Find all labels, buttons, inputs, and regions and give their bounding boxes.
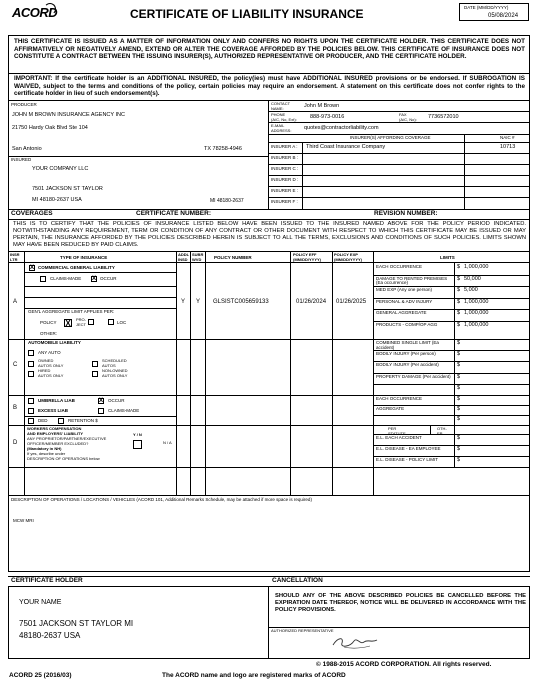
- umbrella-limit-divider: [373, 415, 530, 416]
- insurer-row-label: INSURER F :: [271, 199, 298, 204]
- auto-limit-divider: [373, 384, 530, 385]
- insurers-heading: INSURER(S) AFFORDING COVERAGE: [350, 135, 431, 140]
- gl-limit-divider: [373, 298, 530, 299]
- certificate-number-label: CERTIFICATE NUMBER:: [136, 210, 211, 217]
- excluded-checkbox[interactable]: [133, 440, 142, 449]
- other-er-label: OTH- ER: [437, 426, 447, 436]
- umbrella-label: UMBRELLA LIAB: [38, 398, 75, 403]
- umbrella-insurer-letter: B: [13, 405, 18, 411]
- certificate-holder-label: CERTIFICATE HOLDER: [11, 577, 83, 584]
- contact-fax: 7736572010: [428, 114, 459, 120]
- workers-limit-divider: [373, 456, 530, 457]
- gl-limit-currency: $: [457, 264, 461, 270]
- auto-limit-label: BODILY INJURY (Per accident): [376, 362, 439, 368]
- umbrella-occur-checkbox[interactable]: X: [99, 398, 104, 404]
- umbrella-limit-label: EACH OCCURRENCE: [376, 396, 423, 401]
- insurer-row-divider: [268, 153, 530, 154]
- workers-limit-label: E.L. EACH ACCIDENT: [376, 435, 422, 440]
- project-label: PRO- JECT: [76, 317, 86, 327]
- auto-limit-currency: $: [457, 351, 461, 358]
- gl-limit-divider: [373, 309, 530, 310]
- insurer-row-label: INSURER E :: [271, 188, 299, 193]
- umbrella-claims-made-checkbox[interactable]: [98, 408, 104, 414]
- describe-note: If yes, describe under DESCRIPTION OF OPERATIONS below: [27, 451, 100, 461]
- umbrella-limit-label: AGGREGATE: [376, 406, 405, 411]
- gl-limit-currency: $: [457, 321, 461, 328]
- umbrella-limit-currency: $: [457, 406, 461, 412]
- auto-limit-currency: $: [457, 340, 461, 346]
- per-statute-label: PER STATUTE: [388, 426, 406, 436]
- insurer-row-name: Third Coast Insurance Company: [306, 144, 386, 150]
- loc-checkbox[interactable]: [108, 319, 114, 325]
- gl-limit-divider: [373, 275, 530, 276]
- ded-label: DED: [38, 418, 48, 423]
- type-header: TYPE OF INSURANCE: [60, 255, 108, 260]
- insurer-row-divider: [268, 186, 530, 187]
- signature-image: [330, 633, 380, 653]
- insr-ltr-header: INSR LTR: [10, 252, 20, 262]
- any-auto-label: ANY AUTO: [38, 350, 61, 355]
- any-auto-checkbox[interactable]: [28, 350, 34, 356]
- project-checkbox[interactable]: [88, 319, 94, 325]
- workers-limit-label: E.L. DISEASE - POLICY LIMIT: [376, 457, 438, 462]
- insurer-row-divider: [268, 197, 530, 198]
- gl-limit-currency: $: [457, 298, 461, 305]
- policy-label: POLICY: [40, 320, 57, 325]
- gl-addl: Y: [181, 299, 186, 305]
- gl-limit-value: 50,000: [464, 275, 481, 282]
- description-label: DESCRIPTION OF OPERATIONS / LOCATIONS / VEHICLES (ACORD 101, Additional Remarks Schedule, may be attached if more space is required): [11, 497, 312, 502]
- umbrella-checkbox[interactable]: [28, 398, 34, 404]
- auto-limit-currency: $: [457, 384, 461, 391]
- gl-subr: Y: [196, 299, 201, 305]
- holder-address: 7501 JACKSON ST TAYLOR MI: [19, 619, 134, 628]
- date-label: DATE (MM/DD/YYYY): [464, 5, 509, 10]
- gl-limit-label: PRODUCTS - COMP/OP AGG: [376, 321, 438, 327]
- excess-label: EXCESS LIAB: [38, 408, 69, 413]
- gl-limit-divider: [373, 321, 530, 322]
- producer-label: PRODUCER: [11, 102, 37, 107]
- contact-email: quotes@contractorliability.com: [304, 125, 379, 131]
- insurer-row-label: INSURER A :: [271, 144, 298, 149]
- mandatory-nh: (Mandatory in NH): [27, 446, 62, 451]
- umbrella-claims-made-label: CLAIMS-MADE: [108, 408, 140, 413]
- producer-state-zip: TX 78258-4946: [204, 146, 242, 152]
- workers-limit-currency: $: [457, 446, 461, 452]
- important-text: IMPORTANT: If the certificate holder is an ADDITIONAL INSURED, the policy(ies) must have ADDITIONAL INSURED provisions or be endorsed. If SUBROGATION IS WAIVED, subject to the terms and conditions of the policy, certain policies may require an endorsement. A statement on this certificate does not confer rights to the certificate holder in lieu of such endorsement(s).: [14, 75, 525, 97]
- producer-address: 21750 Hardy Oak Blvd Ste 104: [12, 125, 88, 131]
- gl-limit-value: 1,000,000: [464, 321, 489, 328]
- retention-checkbox[interactable]: [58, 418, 64, 424]
- gl-eff-date: 01/26/2024: [296, 299, 327, 305]
- gl-limit-currency: $: [457, 275, 461, 282]
- description-text: MCW MRI: [13, 518, 34, 523]
- phone-label: PHONE (A/C, No, Ext):: [271, 112, 297, 122]
- gl-insurer-letter: A: [13, 299, 18, 305]
- gl-checkbox[interactable]: X: [30, 265, 35, 271]
- notice-text: THIS CERTIFICATE IS ISSUED AS A MATTER OF INFORMATION ONLY AND CONFERS NO RIGHTS UPON THE CERTIFICATE HOLDER. THIS CERTIFICATE DOES NOT AFFIRMATIVELY OR NEGATIVELY AMEND, EXTEND OR ALTER THE COVERAGE AFFORDED BY THE POLICIES BELOW. THIS CERTIFICATE OF INSURANCE DOES NOT CONSTITUTE A CONTRACT BETWEEN THE ISSUING INSURER(S), AUTHORIZED REPRESENTATIVE OR PRODUCER, AND THE CERTIFICATE HOLDER.: [14, 38, 525, 60]
- acord-logo: ACORD: [12, 5, 58, 20]
- auto-limit-currency: $: [457, 373, 461, 380]
- gl-limit-value: 1,000,000: [464, 264, 489, 270]
- owned-autos-checkbox[interactable]: [28, 361, 34, 367]
- non-owned-autos-label: NON-OWNED AUTOS ONLY: [102, 368, 128, 378]
- yn-label: Y / N: [133, 432, 142, 437]
- contact-name: John M Brown: [304, 103, 340, 109]
- non-owned-autos-checkbox[interactable]: [92, 371, 98, 377]
- limits-header: LIMITS: [440, 255, 455, 260]
- policy-number-header: POLICY NUMBER: [214, 255, 252, 260]
- insurer-row-label: INSURER B :: [271, 155, 299, 160]
- naic-label: NAIC #: [500, 135, 515, 140]
- workers-title: WORKERS COMPENSATION AND EMPLOYERS' LIABILITY: [27, 426, 84, 436]
- auto-insurer-letter: C: [13, 362, 18, 368]
- claims-made-label: CLAIMS-MADE: [50, 276, 82, 281]
- contact-name-label: CONTACT NAME:: [271, 101, 291, 111]
- umbrella-occur-label: OCCUR: [108, 398, 125, 403]
- ded-checkbox[interactable]: [28, 418, 34, 424]
- scheduled-autos-label: SCHEDULED AUTOS: [102, 358, 127, 368]
- authorized-rep-label: AUTHORIZED REPRESENTATIVE: [271, 628, 334, 633]
- page-title: CERTIFICATE OF LIABILITY INSURANCE: [130, 7, 364, 21]
- occur-checkbox[interactable]: X: [92, 276, 97, 282]
- insured-address: 7501 JACKSON ST TAYLOR: [32, 186, 103, 192]
- revision-number-label: REVISION NUMBER:: [374, 210, 438, 217]
- holder-name: YOUR NAME: [19, 599, 62, 606]
- acord-logo-swoosh: [44, 3, 56, 15]
- excluded-question: ANY PROPRIETOR/PARTNER/EXECUTIVE OFFICER/MEMBER EXCLUDED?: [27, 436, 107, 446]
- cancellation-label: CANCELLATION: [272, 577, 323, 584]
- coverages-label: COVERAGES: [11, 210, 53, 217]
- auto-limit-label: BODILY INJURY (Per person): [376, 351, 436, 357]
- gl-limit-value: 1,000,000: [464, 310, 489, 316]
- auto-limit-label: PROPERTY DAMAGE (Per accident): [376, 373, 451, 379]
- fax-label: FAX (A/C, No):: [399, 112, 417, 122]
- addl-header: ADDL INSD: [178, 252, 190, 262]
- retention-label: RETENTION $: [68, 418, 98, 423]
- hired-autos-label: HIRED AUTOS ONLY: [38, 368, 64, 378]
- gl-limit-currency: $: [457, 310, 461, 316]
- insurer-row-naic: 10713: [500, 144, 516, 150]
- gl-title: COMMERCIAL GENERAL LIABILITY: [38, 265, 115, 270]
- gl-limit-label: EACH OCCURRENCE: [376, 264, 423, 269]
- umbrella-limit-divider: [373, 405, 530, 406]
- auto-limit-currency: $: [457, 362, 461, 369]
- gl-policy-number: GLSISTC005659133: [213, 299, 269, 305]
- producer-name: JOHN M BROWN INSURANCE AGENCY INC: [12, 112, 125, 118]
- workers-limit-divider: [373, 445, 530, 446]
- workers-limit-currency: $: [457, 435, 461, 441]
- insured-name: YOUR COMPANY LLC: [32, 166, 89, 172]
- auto-limit-divider: [373, 350, 530, 351]
- scheduled-autos-checkbox[interactable]: [92, 361, 98, 367]
- auto-title: AUTOMOBILE LIABILITY: [28, 340, 81, 345]
- contact-phone: 888-973-0016: [310, 114, 345, 120]
- subr-header: SUBR WVD: [192, 252, 204, 262]
- date-value: 05/08/2024: [488, 13, 519, 19]
- insured-city: MI 48180-2637 USA: [32, 197, 82, 203]
- insurer-row-divider: [268, 164, 530, 165]
- workers-limit-currency: $: [457, 457, 461, 463]
- gl-limit-divider: [373, 286, 530, 287]
- gl-limit-label: PERSONAL & ADV INJURY: [376, 298, 433, 304]
- gl-limit-currency: $: [457, 287, 461, 293]
- na-label: N / A: [163, 440, 172, 445]
- gl-exp-date: 01/26/2025: [336, 299, 367, 305]
- insured-label: INSURED: [11, 157, 32, 162]
- insurer-row-divider: [268, 175, 530, 176]
- email-label: E-MAIL ADDRESS:: [271, 123, 292, 133]
- trademark-text: The ACORD name and logo are registered marks of ACORD: [162, 672, 346, 679]
- workers-insurer-letter: D: [13, 440, 18, 446]
- coverages-text: THIS IS TO CERTIFY THAT THE POLICIES OF INSURANCE LISTED BELOW HAVE BEEN ISSUED TO THE INSURED NAMED ABOVE FOR THE POLICY PERIOD INDICATED. NOTWITHSTANDING ANY REQUIREMENT, TERM OR CONDITION OF ANY CONTRACT OR OTHER DOCUMENT WITH RESPECT TO WHICH THIS CERTIFICATE MAY BE ISSUED OR MAY PERTAIN, THE INSURANCE AFFORDED BY THE POLICIES DESCRIBED HEREIN IS SUBJECT TO ALL THE TERMS, EXCLUSIONS AND CONDITIONS OF SUCH POLICIES. LIMITS SHOWN MAY HAVE BEEN REDUCED BY PAID CLAIMS.: [13, 221, 526, 248]
- eff-header: POLICY EFF (MM/DD/YYYY): [293, 252, 321, 262]
- gl-limit-label: GENERAL AGGREGATE: [376, 310, 427, 315]
- auto-limit-label: COMBINED SINGLE LIMIT (Ea accident): [376, 340, 439, 350]
- producer-city: San Antonio: [12, 146, 42, 152]
- gen-agg-label: GEN'L AGGREGATE LIMIT APPLIES PER:: [28, 309, 115, 314]
- gl-limit-value: 5,000: [464, 287, 478, 293]
- exp-header: POLICY EXP (MM/DD/YYYY): [334, 252, 362, 262]
- insured-zip: MI 48180-2637: [210, 198, 244, 204]
- insurer-row-label: INSURER D :: [271, 177, 299, 182]
- gl-limit-label: DAMAGE TO RENTED PREMISES (Ea occurrence): [376, 275, 448, 286]
- cancellation-text: SHOULD ANY OF THE ABOVE DESCRIBED POLICIES BE CANCELLED BEFORE THE EXPIRATION DATE THEREOF, NOTICE WILL BE DELIVERED IN ACCORDANCE WITH THE POLICY PROVISIONS.: [275, 593, 526, 614]
- insurer-row-label: INSURER C :: [271, 166, 299, 171]
- owned-autos-label: OWNED AUTOS ONLY: [38, 358, 64, 368]
- auto-limit-divider: [373, 373, 530, 374]
- other-label: OTHER:: [40, 331, 58, 336]
- umbrella-limit-currency: $: [457, 396, 461, 402]
- holder-city: 48180-2637 USA: [19, 631, 81, 640]
- workers-limit-label: E.L. DISEASE - EA EMPLOYEE: [376, 446, 441, 451]
- copyright-text: © 1988-2015 ACORD CORPORATION. All rights reserved.: [316, 661, 492, 668]
- form-number: ACORD 25 (2016/03): [9, 672, 72, 679]
- claims-made-checkbox[interactable]: [40, 276, 46, 282]
- gl-limit-value: 1,000,000: [464, 298, 489, 305]
- policy-checkbox[interactable]: X: [65, 319, 71, 328]
- loc-label: LOC: [117, 320, 127, 325]
- excess-checkbox[interactable]: [28, 408, 34, 414]
- occur-label: OCCUR: [100, 276, 117, 281]
- hired-autos-checkbox[interactable]: [28, 371, 34, 377]
- gl-limit-label: MED EXP (Any one person): [376, 287, 432, 292]
- auto-limit-divider: [373, 361, 530, 362]
- umbrella-limit-currency: $: [457, 416, 461, 422]
